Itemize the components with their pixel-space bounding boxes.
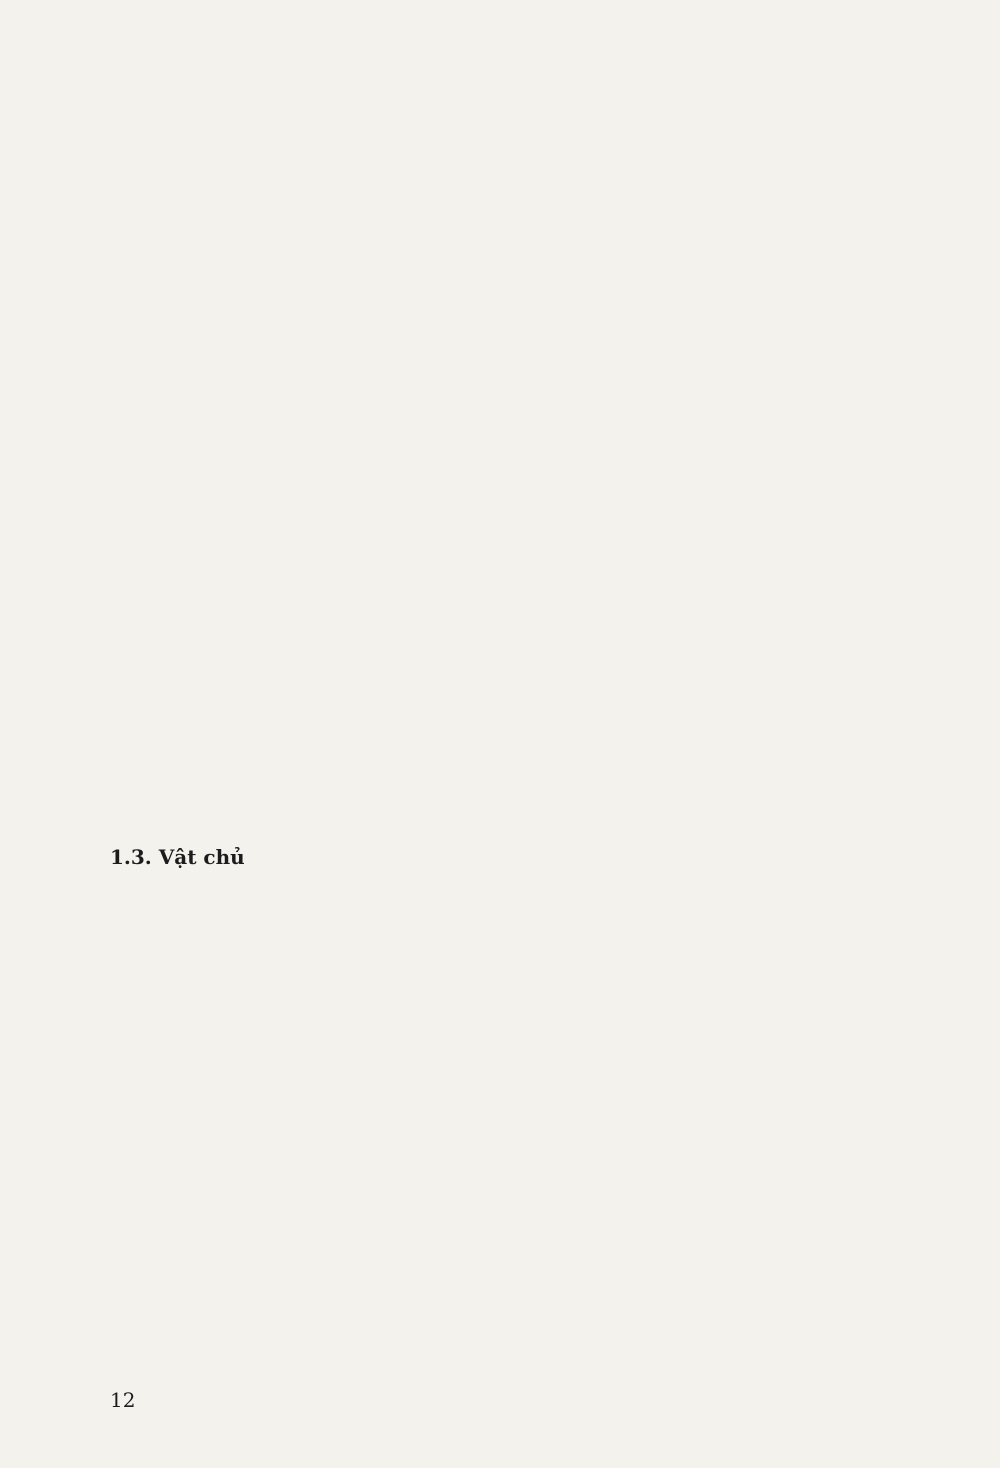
paragraph bbox=[110, 719, 948, 835]
paragraph bbox=[110, 949, 948, 1036]
page-number: 12 bbox=[110, 1388, 136, 1412]
paragraph bbox=[110, 1043, 948, 1159]
paragraph bbox=[110, 1289, 948, 1318]
paragraph bbox=[110, 112, 948, 141]
paragraph bbox=[110, 314, 948, 401]
paragraph bbox=[110, 502, 948, 589]
section-heading: 1.3. Vật chủ bbox=[110, 845, 245, 869]
paragraph bbox=[110, 148, 948, 206]
paragraph bbox=[110, 213, 948, 271]
paragraph bbox=[110, 278, 948, 307]
paragraph bbox=[110, 408, 948, 495]
paragraph bbox=[110, 596, 948, 712]
paragraph bbox=[110, 884, 948, 942]
paragraph bbox=[110, 1166, 948, 1282]
